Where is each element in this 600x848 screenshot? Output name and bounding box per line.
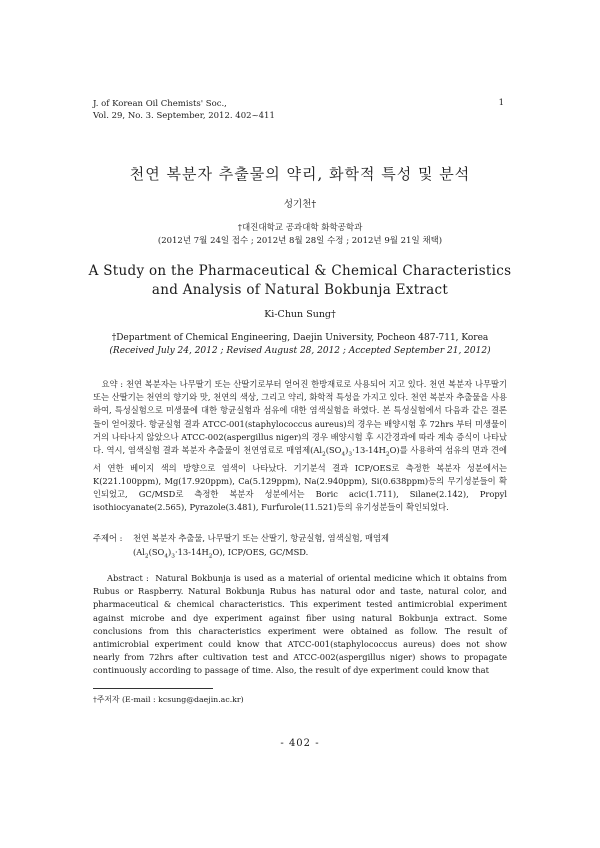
formula-part: ) [345, 445, 349, 456]
dates-english: (Received July 24, 2012 ; Revised August 28, 2012 ; Accepted September 21, 2012) [109, 346, 491, 356]
formula-part: ·13-14H [352, 445, 386, 456]
formula-part: (SO [148, 546, 165, 557]
subscript: 2 [144, 553, 149, 560]
formula-part: ·13-14H [174, 546, 209, 557]
dates-korean: (2012년 7월 24일 접수 ; 2012년 8월 28일 수정 ; 2012년 9월 21일 채택) [157, 236, 443, 246]
author-korean: 성기천† [283, 199, 317, 210]
title-english-line1: A Study on the Pharmaceutical & Chemical Characteristics [88, 263, 512, 279]
page-number: 1 [498, 98, 504, 108]
journal-volume: Vol. 29, No. 3. September, 2012. 402~411 [93, 111, 275, 121]
author-english: Ki-Chun Sung† [264, 309, 336, 320]
abstract-korean-label: 요약 : [101, 379, 124, 389]
keywords-line2 [93, 546, 507, 564]
abstract-english [93, 572, 507, 678]
abstract-korean-text-1: 천연 복분자는 나무딸기 또는 산딸기로부터 얻어진 한방재료로 사용되어 지고 있다. 천연 복분자 나무딸기 또는 산딸기는 천연의 향기와 맛, 천연의 색상, 그리고 약리, 화학적 특성을 가지고 있다. 천연 복분자 추출물을 사용하여, 특성실험으로 미생물에 대한 항균실험과 섬유에 대한 염색실험을 하였다. 본 특성실험에서 다음과 같은 결론들이 얻어졌다. 항균실험 결과 ATCC-001(staphylococcus aureus)의 경우는 배양시험 후 72hrs 부터 미생물이 거의 나타나지 않았으나 ATCC-002(aspergillus niger)의 경우 배양시험 후 시간경과에 따라 계속 증식이 나타났다. 역시, 염색실험 결과 복분자 추출물이 천연염료로 매염제(Al [93, 379, 508, 456]
affiliation-english-text: †Department of Chemical Engineering, Daejin University, Pocheon 487-711, Korea [111, 333, 489, 343]
keywords-korean [93, 532, 507, 564]
subscript: 2 [208, 553, 213, 560]
formula-part: (Al [133, 546, 145, 557]
affiliation-korean [0, 222, 600, 248]
subscript: 3 [171, 553, 175, 560]
formula-part: O), ICP/OES, GC/MSD. [212, 546, 309, 557]
title-korean: 천연 복분자 추출물의 약리, 화학적 특성 및 분석 [129, 165, 471, 183]
formula-part: ) [168, 546, 172, 557]
keywords-text: 천연 복분자 추출물, 나무딸기 또는 산딸기, 항균실험, 염색실험, 매염제 [133, 533, 390, 543]
footnote-divider [93, 688, 213, 689]
subscript: 3 [348, 451, 353, 458]
keywords-line1 [93, 532, 507, 546]
abstract-korean [93, 378, 507, 515]
abstract-english-label: Abstract : [107, 573, 149, 583]
subscript: 4 [341, 451, 346, 458]
subscript: 4 [164, 553, 169, 560]
title-english [0, 262, 600, 300]
footnote: †주저자 (E-mail : kcsung@daejin.ac.kr) [93, 695, 244, 704]
keywords-label: 주제어 : [93, 533, 123, 543]
subscript: 2 [385, 451, 390, 458]
abstract-korean-text-2: O)를 사용하여 섬유의 면과 견에서 연한 베이지 색의 방향으로 염색이 나타났다. 기기분석 결과 ICP/OES로 측정한 복분자 성분에서는 K(221.100ppm), Mg(17.920ppm), Ca(5.129ppm), Na(2.940ppm), Si(0.638ppm)등의 무기성분들이 확인되었고, GC/MSD로 측정한 복분자 성분에서는 Boric acic(1.711), Silane(2.142), Propyl isothiocyanate(2.565), Pyrazole(3.481), Furfurole(11.521)등의 유기성분들이 확인되었다. [93, 445, 507, 513]
journal-name: J. of Korean Oil Chemists' Soc., [93, 99, 227, 109]
folio: - 402 - [280, 738, 320, 749]
affiliation-korean-text: †대진대학교 공과대학 화학공학과 [237, 223, 363, 233]
affiliation-english [0, 332, 600, 358]
title-english-line2: and Analysis of Natural Bokbunja Extract [151, 282, 449, 298]
abstract-english-text: Natural Bokbunja is used as a material of oriental medicine which it obtains from Rubus or Raspberry. Natural Bokbunja Rubus has natural odor and taste, natural color, and pharmaceutical & chemical characteristics. This experiment tested antimicrobial experiment against microbe and dye experiment against fiber using natural Bokbunja extract. Some conclusions from this characteristics experiment were obtained as follow. The result of antimicrobial experiment could know that ATCC-001(staphylococcus aureus) does not show nearly from 72hrs after cultivation test and ATCC-002(aspergillus niger) shows to propagate continuously according to passage of time. Also, the result of dye experiment could know that [93, 573, 507, 676]
journal-citation [93, 98, 275, 122]
subscript: 2 [322, 451, 326, 458]
formula-part: (SO [325, 445, 342, 456]
